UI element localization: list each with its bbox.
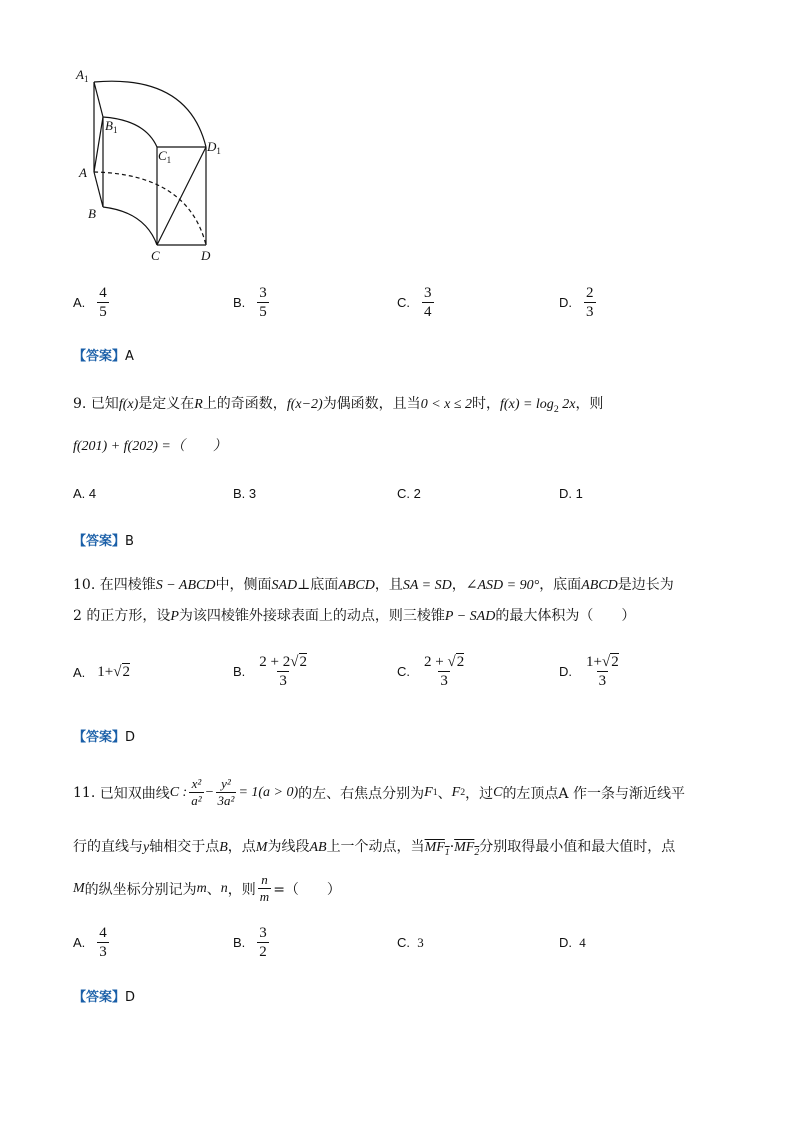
label-c1: $C_1$ [158, 148, 172, 165]
q10-option-c[interactable]: C. $\frac{2 + √2}{3}$ [397, 654, 465, 689]
q10-option-d[interactable]: D. $\frac{1+√2}{3}$ [559, 654, 619, 689]
q11-option-c[interactable]: C. 3 [397, 935, 424, 950]
q11-option-a[interactable]: A. $\frac{4}{3}$ [73, 925, 107, 960]
q9-option-a[interactable]: A. 4 [73, 486, 97, 501]
label-a: A [79, 165, 87, 180]
q8-option-c[interactable]: C. $\frac{3}{4}$ [397, 285, 432, 320]
q9-option-d[interactable]: D. 1 [559, 486, 583, 501]
q8-option-a[interactable]: A. $\frac{4}{5}$ [73, 285, 107, 320]
q9-stem-line1: 9. 已知f(x)是定义在R上的奇函数，f(x−2)为偶函数，且当0 < x ≤ 2时，$f(x) = \log_2 2x$，则 [73, 396, 604, 415]
label-b1: $B_1$ [105, 118, 118, 135]
q10-stem-line1: 10. 在四棱锥S − ABCD中，侧面SAD⊥底面ABCD，且SA = SD，∠ASD = 90°，底面ABCD是边长为 [73, 577, 674, 593]
geometry-figure [70, 62, 240, 267]
q9-stem-line2: f(201) + f(202) =（ ） [73, 439, 227, 454]
q8-option-b[interactable]: B. $\frac{3}{5}$ [233, 285, 267, 320]
q10-option-b[interactable]: B. $\frac{2 + 2√2}{3}$ [233, 654, 307, 689]
q11-stem-line3: M 的纵坐标分别记为 m 、 n ，则 $\frac{n}{m}$ =（ ） [73, 872, 341, 904]
edge-a-b [94, 172, 103, 207]
label-b: B [88, 206, 96, 221]
q9-option-b[interactable]: B. 3 [233, 486, 257, 501]
q10-option-a[interactable]: A. 1+√2 [73, 664, 130, 680]
q9-option-c[interactable]: C. 2 [397, 486, 421, 501]
q10-answer: 【答案】D [73, 730, 136, 745]
q8-option-d[interactable]: D. $\frac{2}{3}$ [559, 285, 594, 320]
q8-answer: 【答案】A [73, 349, 134, 364]
q11-answer: 【答案】D [73, 990, 136, 1005]
q10-stem-line2: 2 的正方形，设P为该四棱锥外接球表面上的动点，则三棱锥P − SAD的最大体积为（ ） [73, 608, 636, 624]
edge-a-b1 [94, 117, 103, 172]
arc-a1-d1 [94, 81, 206, 147]
label-a1: $A_1$ [76, 67, 89, 84]
edge-a1-b1 [94, 82, 103, 117]
q11-option-b[interactable]: B. $\frac{3}{2}$ [233, 925, 267, 960]
q11-stem-line1: 11. 已知双曲线 C : $\frac{\text{x²}}{\text{a²}}$ − $\frac{\text{y²}}{\text{3a²}}$ = 1(a > 0) 的左、右焦点分别为 F 1 、 F 2 ，过 C 的左顶点A 作一条与渐近线平 [73, 776, 685, 808]
label-d: D [201, 248, 211, 263]
label-d1: $D_1$ [207, 139, 221, 156]
label-c: C [151, 248, 160, 263]
arc-b-c [103, 207, 157, 245]
q11-stem-line2: 行的直线与y轴相交于点B，点M为线段AB上一个动点，当$MF_1\cdot MF_2$分别取得最小值和最大值时，点 [73, 839, 676, 858]
q11-option-d[interactable]: D. 4 [559, 935, 586, 950]
q9-answer: 【答案】B [73, 534, 134, 549]
